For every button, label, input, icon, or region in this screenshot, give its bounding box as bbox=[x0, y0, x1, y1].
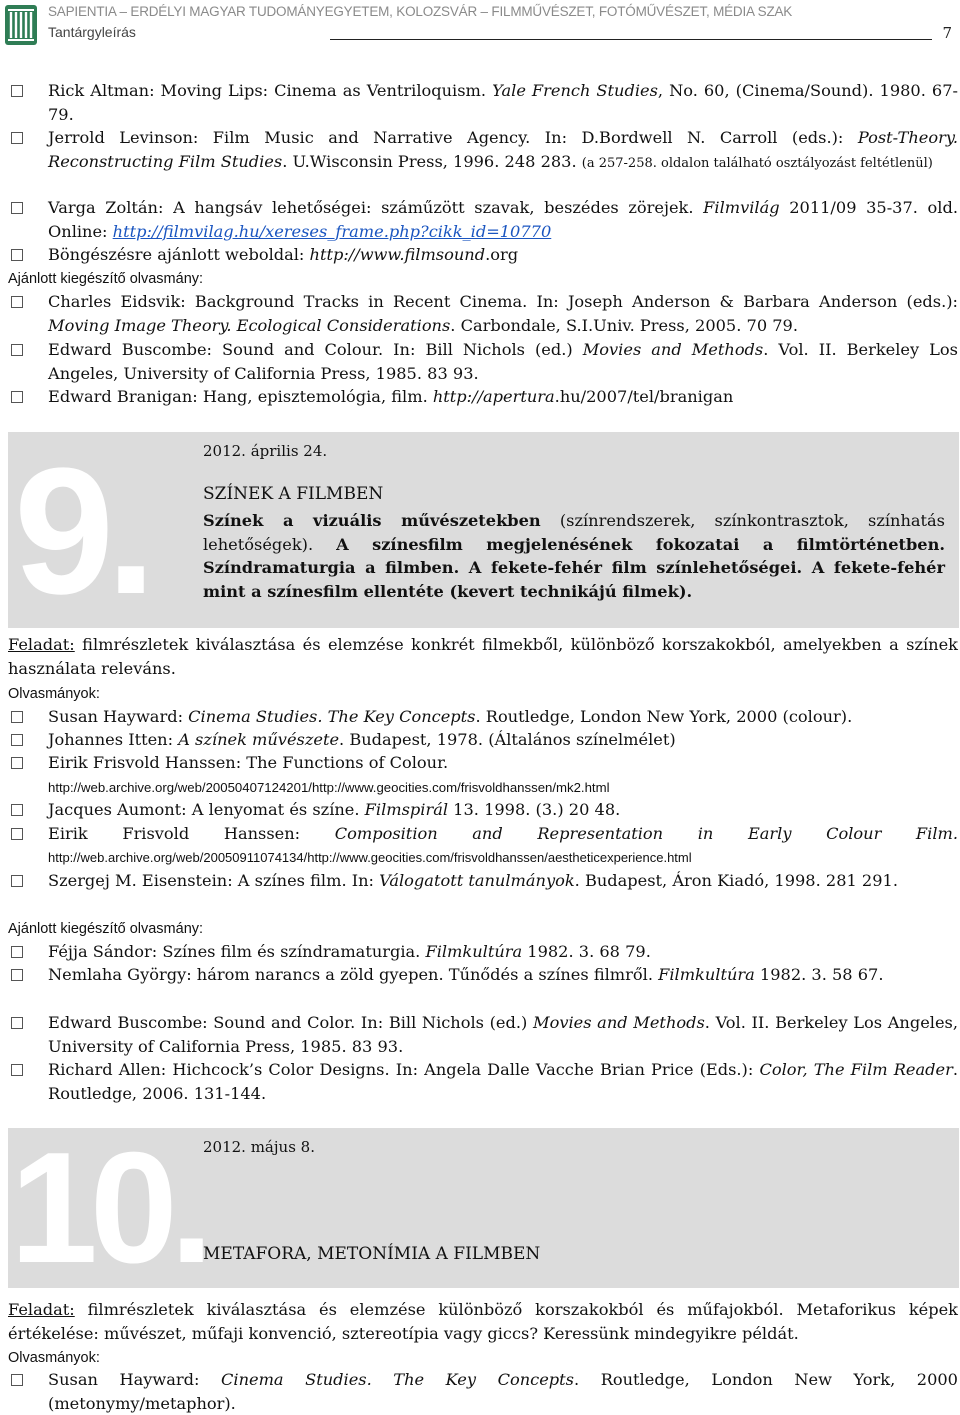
list-item: Nemlaha György: három narancs a zöld gyepen. Tűnődés a színes filmről. Filmkultúra 1982. 3. 58 67. bbox=[8, 963, 958, 987]
page-number: 7 bbox=[942, 24, 952, 42]
checkbox-bullet-icon bbox=[11, 969, 23, 981]
checkbox-bullet-icon bbox=[11, 1017, 23, 1029]
supplementary-reading-label: Ajánlott kiegészítő olvasmány: bbox=[8, 271, 204, 287]
session-date: 2012. április 24. bbox=[203, 442, 328, 460]
checkbox-bullet-icon bbox=[11, 391, 23, 403]
session-title: SZÍNEK A FILMBEN bbox=[203, 484, 384, 504]
checkbox-bullet-icon bbox=[11, 85, 23, 97]
session-number: 9. bbox=[14, 431, 149, 632]
task-label: Feladat: bbox=[8, 1300, 75, 1319]
session-description: Színek a vizuális művészetekben (színrendszerek, színkontrasztok, színhatás lehetőségek). A színesfilm megjelenésének fokozatai a filmtörténetben. Színdramaturgia a filmben. A fekete-fehér film színlehetőségei. A fekete-fehér mint a színesfilm ellentéte (kevert technikájú filmek). bbox=[203, 511, 945, 601]
list-item: Eirik Frisvold Hanssen: The Functions of Colour. http://web.archive.org/web/20050407124201/http://www.geocities.com/frisvoldhanssen/mk2.html bbox=[8, 751, 958, 799]
list-item: Edward Branigan: Hang, episztemológia, film. http://apertura.hu/2007/tel/branigan bbox=[8, 385, 958, 409]
checkbox-bullet-icon bbox=[11, 711, 23, 723]
institution-name: SAPIENTIA – ERDÉLYI MAGYAR TUDOMÁNYEGYETEM, KOLOZSVÁR – FILMMŰVÉSZET, FOTÓMŰVÉSZET, MÉDIA SZAK bbox=[48, 4, 793, 19]
readings-label: Olvasmányok: bbox=[8, 686, 100, 702]
list-item: Edward Buscombe: Sound and Color. In: Bill Nichols (ed.) Movies and Methods. Vol. II. Berkeley Los Angeles, University of California Press, 1985. 83 93. bbox=[8, 1011, 958, 1058]
list-item: Féjja Sándor: Színes film és színdramaturgia. Filmkultúra 1982. 3. 68 79. bbox=[8, 940, 958, 964]
session-title: METAFORA, METONÍMIA A FILMBEN bbox=[203, 1244, 541, 1264]
list-item: Susan Hayward: Cinema Studies. The Key Concepts. Routledge, London New York, 2000 (metonymy/metaphor). bbox=[8, 1368, 958, 1415]
header-rule bbox=[330, 39, 932, 40]
checkbox-bullet-icon bbox=[11, 132, 23, 144]
session-date: 2012. május 8. bbox=[203, 1138, 315, 1156]
task-paragraph: Feladat: filmrészletek kiválasztása és elemzése különböző korszakokból és műfajokból. Metaforikus képek értékelése: művészet, műfaji konvenció, sztereotípia vagy giccs? Keressünk mindegyikre példát. bbox=[8, 1300, 958, 1343]
readings-label: Olvasmányok: bbox=[8, 1350, 100, 1366]
list-item: Charles Eidsvik: Background Tracks in Recent Cinema. In: Joseph Anderson & Barbara Anderson (eds.): Moving Image Theory. Ecological Considerations. Carbondale, S.I.Univ. Press, 2005. 70 79. bbox=[8, 290, 958, 337]
checkbox-bullet-icon bbox=[11, 344, 23, 356]
list-item: Jacques Aumont: A lenyomat és színe. Filmspirál 13. 1998. (3.) 20 48. bbox=[8, 798, 958, 822]
page-header bbox=[0, 0, 960, 50]
checkbox-bullet-icon bbox=[11, 249, 23, 261]
archive-url: http://web.archive.org/web/20050911074134/http://www.geocities.com/frisvoldhanssen/aestheticexperience.html bbox=[48, 849, 692, 865]
list-item: Johannes Itten: A színek művészete. Budapest, 1978. (Általános színelmélet) bbox=[8, 728, 958, 752]
checkbox-bullet-icon bbox=[11, 828, 23, 840]
list-item: Eirik Frisvold Hanssen: Composition and Representation in Early Colour Film. http://web.archive.org/web/20050911074134/http://www.geocities.com/frisvoldhanssen/aestheticexperience.html bbox=[8, 822, 958, 869]
checkbox-bullet-icon bbox=[11, 1064, 23, 1076]
list-item: Edward Buscombe: Sound and Colour. In: Bill Nichols (ed.) Movies and Methods. Vol. II. Berkeley Los Angeles, University of California Press, 1985. 83 93. bbox=[8, 338, 958, 385]
list-item: Varga Zoltán: A hangsáv lehetőségei: száműzött szavak, beszédes zörejek. Filmvilág 2011/09 35-37. old. Online: http://filmvilag.hu/xereses_frame.php?cikk_id=10770 bbox=[8, 196, 958, 243]
filmvilag-link[interactable]: http://filmvilag.hu/xereses_frame.php?cikk_id=10770 bbox=[112, 221, 552, 241]
session-number: 10. bbox=[10, 1120, 206, 1296]
checkbox-bullet-icon bbox=[11, 1374, 23, 1386]
list-item: Jerrold Levinson: Film Music and Narrative Agency. In: D.Bordwell N. Carroll (eds.): Post-Theory. Reconstructing Film Studies. U.Wisconsin Press, 1996. 248 283. (a 257-258. oldalon található osztályozást feltétlenül) bbox=[8, 126, 958, 175]
task-paragraph: Feladat: filmrészletek kiválasztása és elemzése konkrét filmekből, különböző korszakokból, amelyekben a színek használata releváns. bbox=[8, 635, 958, 678]
list-item: Szergej M. Eisenstein: A színes film. In: Válogatott tanulmányok. Budapest, Áron Kiadó, 1998. 281 291. bbox=[8, 869, 958, 893]
checkbox-bullet-icon bbox=[11, 202, 23, 214]
session-9-block bbox=[8, 431, 959, 632]
checkbox-bullet-icon bbox=[11, 946, 23, 958]
checkbox-bullet-icon bbox=[11, 804, 23, 816]
checkbox-bullet-icon bbox=[11, 757, 23, 769]
list-item: Richard Allen: Hichcock’s Color Designs. In: Angela Dalle Vacche Brian Price (Eds.): Color, The Film Reader. Routledge, 2006. 131-144. bbox=[8, 1058, 958, 1105]
document-type: Tantárgyleírás bbox=[48, 24, 136, 40]
supplementary-reading-label: Ajánlott kiegészítő olvasmány: bbox=[8, 921, 204, 937]
list-item: Rick Altman: Moving Lips: Cinema as Ventriloquism. Yale French Studies, No. 60, (Cinema/Sound). 1980. 67-79. bbox=[8, 79, 958, 126]
checkbox-bullet-icon bbox=[11, 734, 23, 746]
session-10-block bbox=[8, 1120, 959, 1296]
university-logo-icon bbox=[4, 4, 38, 46]
list-item: Susan Hayward: Cinema Studies. The Key Concepts. Routledge, London New York, 2000 (colour). bbox=[8, 705, 958, 729]
task-label: Feladat: bbox=[8, 635, 75, 654]
checkbox-bullet-icon bbox=[11, 875, 23, 887]
checkbox-bullet-icon bbox=[11, 296, 23, 308]
list-item: Böngészésre ajánlott weboldal: http://www.filmsound.org bbox=[8, 243, 958, 267]
archive-url: http://web.archive.org/web/20050407124201/http://www.geocities.com/frisvoldhanssen/mk2.html bbox=[48, 779, 610, 795]
